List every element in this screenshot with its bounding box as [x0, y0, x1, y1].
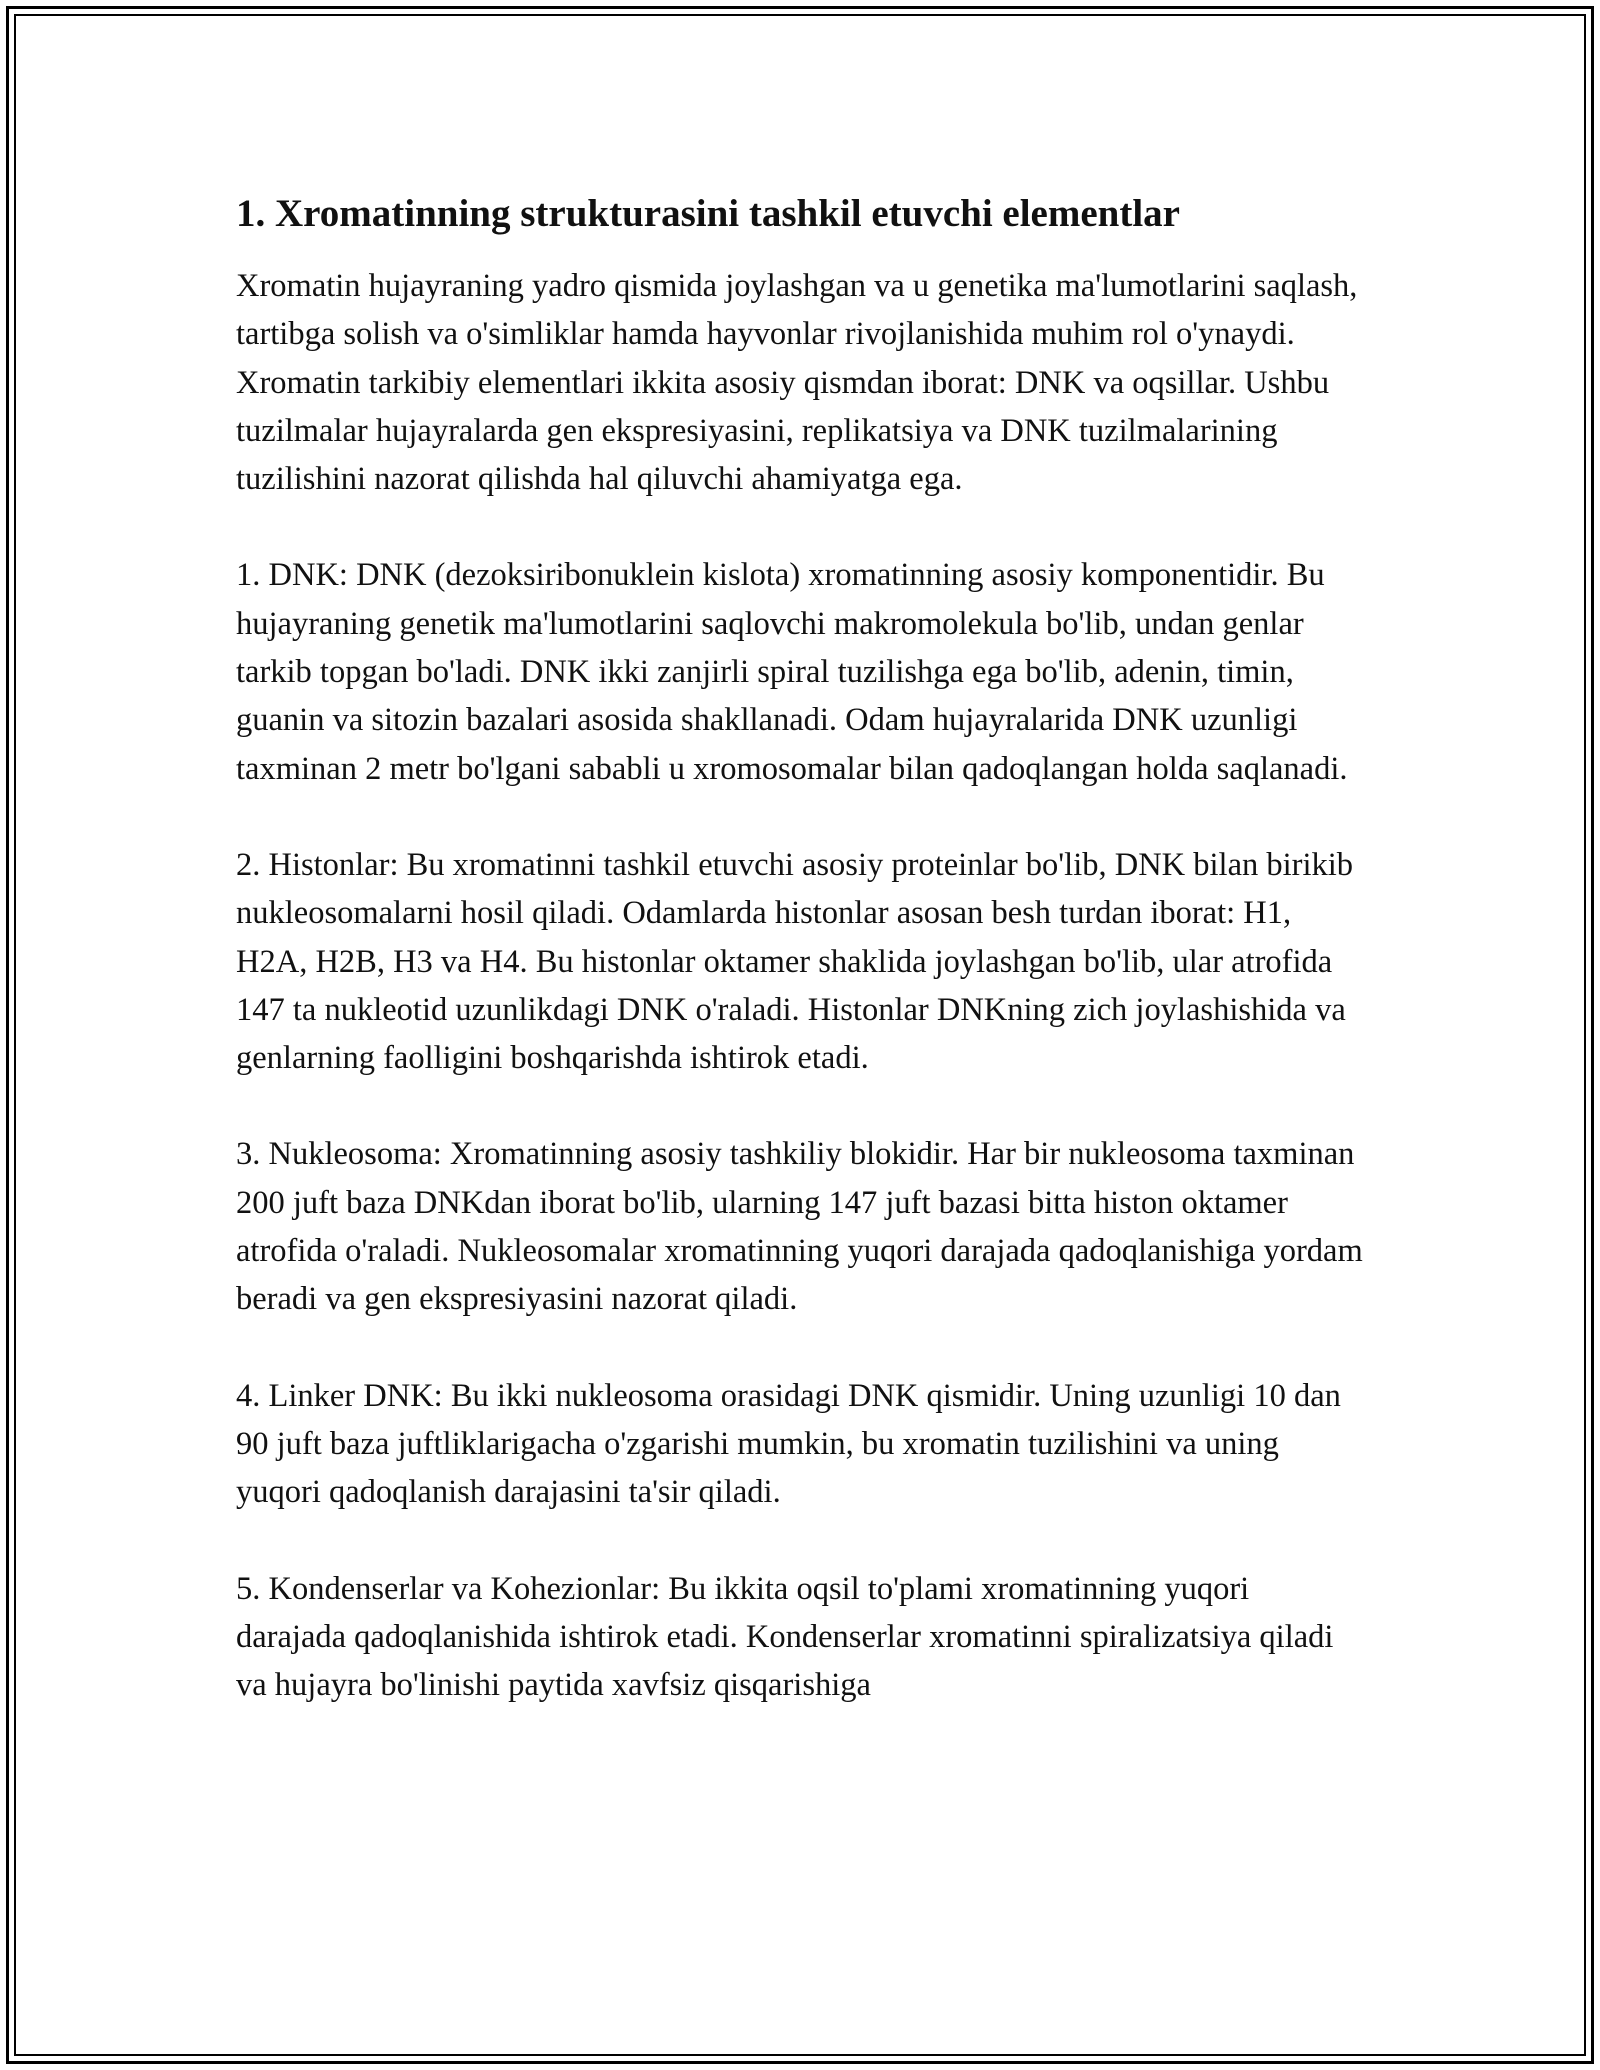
document-body	[236, 188, 1366, 1757]
paragraph-kondenserlar: 5. Kondenserlar va Kohezionlar: Bu ikkita oqsil to'plami xromatinning yuqori darajada qadoqlanishida ishtirok etadi. Kondenserlar xromatinni spiralizatsiya qiladi va hujayra bo'linishi paytida xavfsiz qisqarishiga	[236, 1570, 1334, 1704]
paragraph-intro: Xromatin hujayraning yadro qismida joylashgan va u genetika ma'lumotlarini saqlash, tartibga solish va o'simliklar hamda hayvonlar rivojlanishida muhim rol o'ynaydi. Xromatin tarkibiy elementlari ikkita asosiy qismdan iborat: DNK va oqsillar. Ushbu tuzilmalar hujayralarda gen ekspresiyasini, replikatsiya va DNK tuzilmalarining tuzilishini nazorat qilishda hal qiluvchi ahamiyatga ega.	[236, 268, 1358, 498]
paragraph-linker-dnk: 4. Linker DNK: Bu ikki nukleosoma orasidagi DNK qismidir. Uning uzunligi 10 dan 90 juft baza juftliklarigacha o'zgarishi mumkin, bu xromatin tuzilishini va uning yuqori qadoqlanish darajasini ta'sir qiladi.	[236, 1377, 1341, 1511]
document-title: 1. Xromatinning strukturasini tashkil etuvchi elementlar	[236, 192, 1180, 235]
paragraph-histonlar: 2. Histonlar: Bu xromatinni tashkil etuvchi asosiy proteinlar bo'lib, DNK bilan birikib nukleosomalarni hosil qiladi. Odamlarda histonlar asosan besh turdan iborat: H1, H2A, H2B, H3 va H4. Bu histonlar oktamer shaklida joylashgan bo'lib, ular atrofida 147 ta nukleotid uzunlikdagi DNK o'raladi. Histonlar DNKning zich joylashishida va genlarning faolligini boshqarishda ishtirok etadi.	[236, 846, 1354, 1077]
paragraph-nukleosoma: 3. Nukleosoma: Xromatinning asosiy tashkiliy blokidir. Har bir nukleosoma taxminan 200 juft baza DNKdan iborat bo'lib, ularning 147 juft bazasi bitta histon oktamer atrofida o'raladi. Nukleosomalar xromatinning yuqori darajada qadoqlanishiga yordam beradi va gen ekspresiyasini nazorat qiladi.	[236, 1136, 1363, 1318]
paragraph-dnk: 1. DNK: DNK (dezoksiribonuklein kislota) xromatinning asosiy komponentidir. Bu hujayraning genetik ma'lumotlarini saqlovchi makromolekula bo'lib, undan genlar tarkib topgan bo'ladi. DNK ikki zanjirli spiral tuzilishga ega bo'lib, adenin, timin, guanin va sitozin bazalari asosida shakllanadi. Odam hujayralarida DNK uzunligi taxminan 2 metr bo'lgani sababli u xromosomalar bilan qadoqlangan holda saqlanadi.	[236, 557, 1348, 787]
